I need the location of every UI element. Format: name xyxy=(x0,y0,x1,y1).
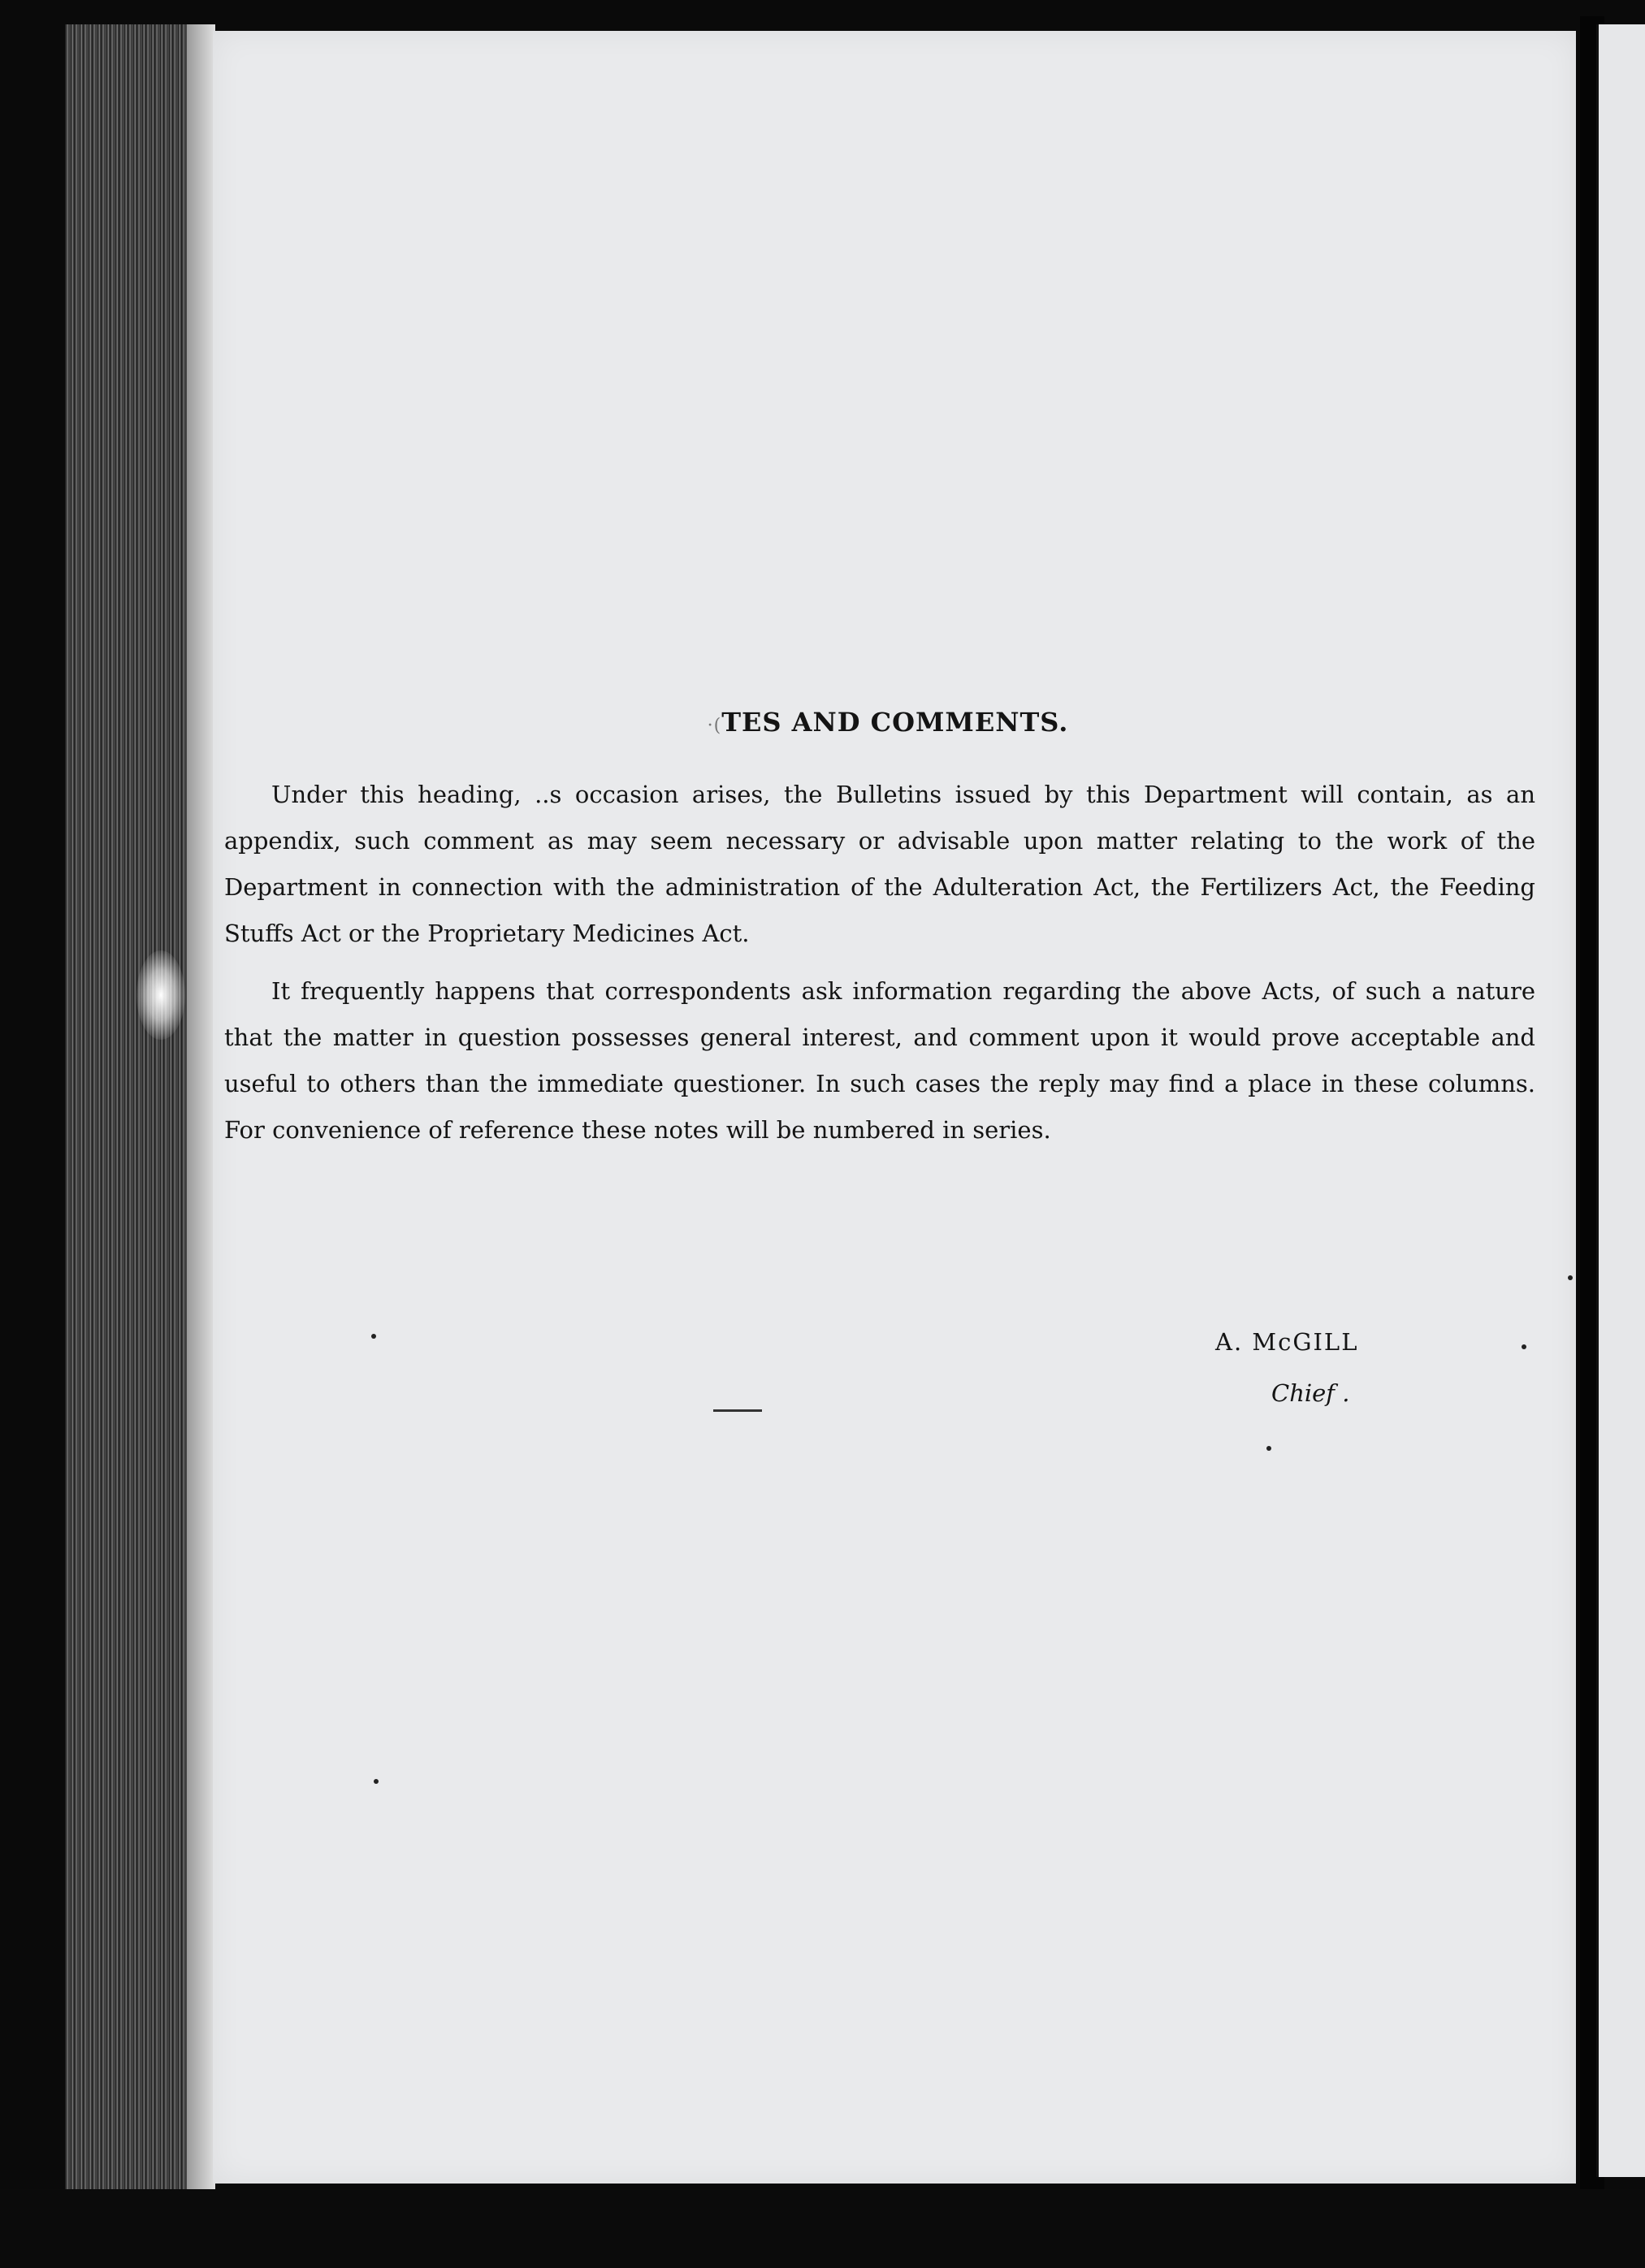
section-heading xyxy=(224,707,1535,738)
facing-page-edge xyxy=(1596,24,1645,2177)
ink-speck xyxy=(1522,1344,1526,1349)
divider-dash xyxy=(713,1409,762,1412)
light-glare xyxy=(136,950,185,1040)
binding-shadow xyxy=(187,24,215,2189)
signature-title: Chief . xyxy=(1271,1379,1350,1407)
ink-speck xyxy=(371,1334,376,1339)
page-content xyxy=(224,707,1535,1153)
paragraph-2 xyxy=(224,968,1535,1153)
ink-speck xyxy=(374,1779,379,1784)
paragraph-1 xyxy=(224,772,1535,957)
paragraph-2-text: It frequently happens that correspondents ask information regarding the above Acts, of such a nature that the matter in question possesses general interest, and comment upon it would prove acceptable and useful to others than the immediate questioner. In such cases the reply may find a place in these columns. For convenience of reference these notes will be numbered in series. xyxy=(224,977,1535,1144)
signature-name: A. McGILL xyxy=(1215,1328,1359,1356)
ink-speck xyxy=(1266,1446,1271,1451)
paragraph-1-text: Under this heading, ..s occasion arises, the Bulletins issued by this Department will contain, as an appendix, such comment as may seem necessary or advisable upon matter relating to the work of the Department in connection with the administration of the Adulteration Act, the Fertilizers Act, the Feeding Stuffs Act or the Proprietary Medicines Act. xyxy=(224,781,1535,947)
ink-speck xyxy=(1568,1275,1573,1280)
heading-text: TES AND COMMENTS. xyxy=(721,707,1069,738)
scan-bottom-border xyxy=(0,2189,1645,2268)
heading-fragment: ·( xyxy=(707,716,722,736)
